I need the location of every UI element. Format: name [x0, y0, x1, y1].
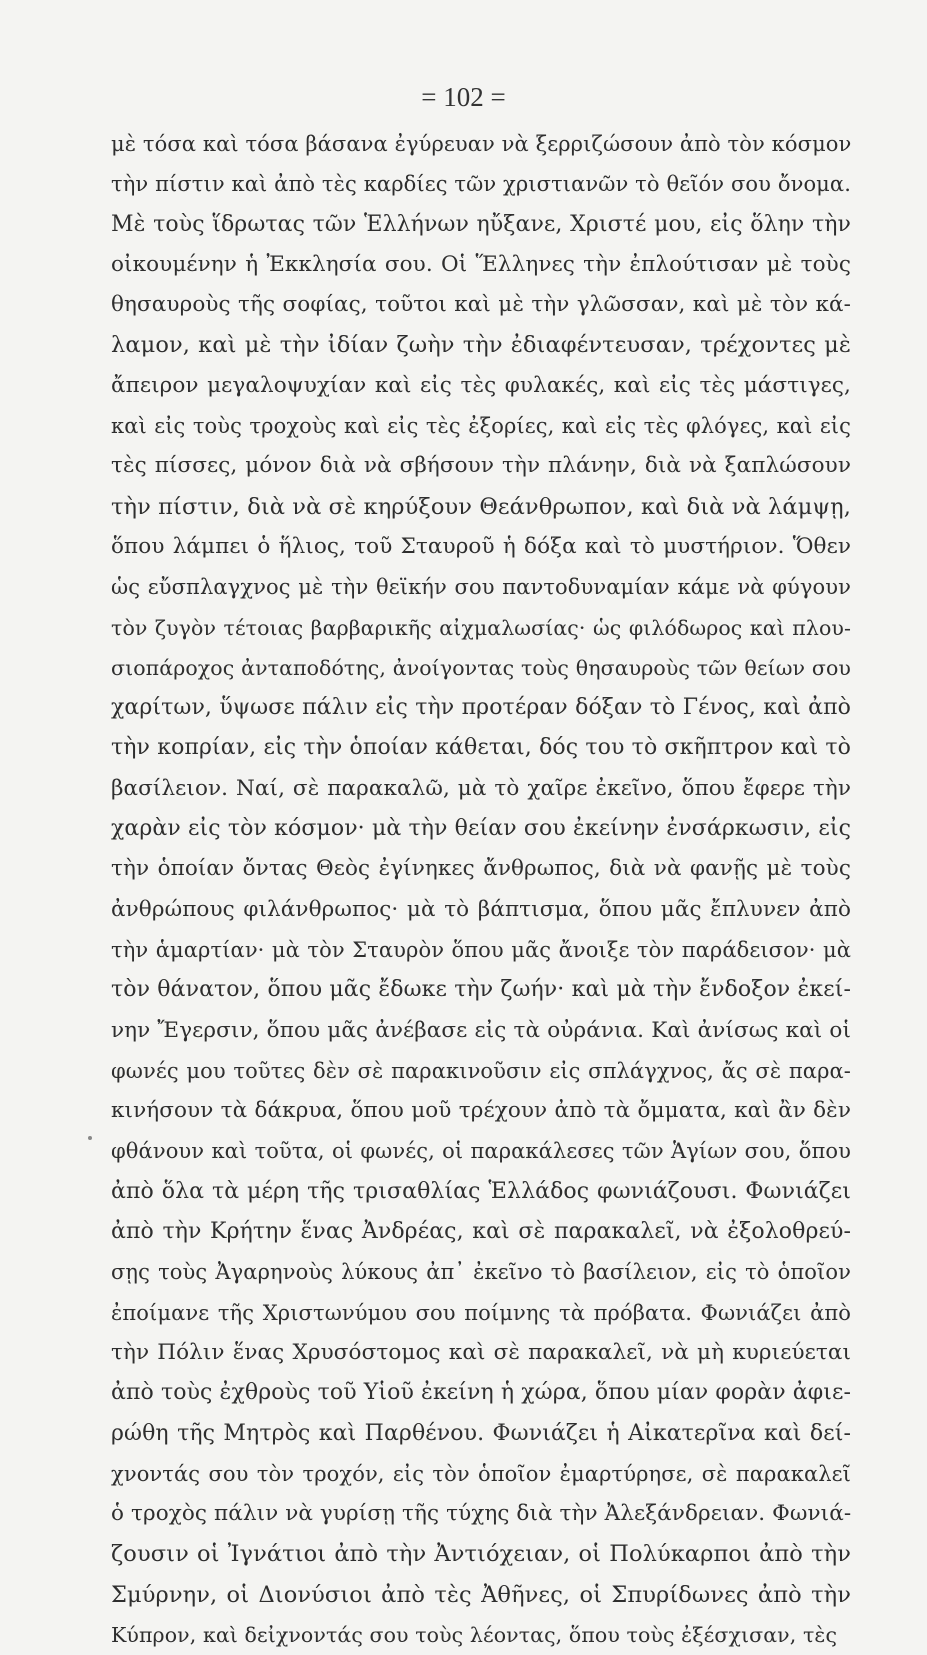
text-line: ἀπὸ ὅλα τὰ μέρη τῆς τρισαθλίας Ἑλλάδος φωνιάζουσι. Φωνιάζει: [111, 1178, 851, 1204]
text-line: ἀπὸ τὴν Κρήτην ἕνας Ἀνδρέας, καὶ σὲ παρακαλεῖ, νὰ ἐξολοθρεύ-: [111, 1219, 851, 1245]
text-line: ρώθη τῆς Μητρὸς καὶ Παρθένου. Φωνιάζει ἡ Αἰκατερῖνα καὶ δεί-: [111, 1420, 851, 1446]
text-line: σῃς τοὺς Ἀγαρηνοὺς λύκους ἀπ᾽ ἐκεῖνο τὸ βασίλειον, εἰς τὸ ὁποῖον: [111, 1260, 851, 1285]
text-line: ζουσιν οἱ Ἰγνάτιοι ἀπὸ τὴν Ἀντιόχειαν, οἱ Πολύκαρποι ἀπὸ τὴν: [111, 1541, 851, 1568]
text-line: χαρίτων, ὕψωσε πάλιν εἰς τὴν προτέραν δόξαν τὸ Γένος, καὶ ἀπὸ: [111, 695, 851, 721]
text-line: ἐποίμανε τῆς Χριστωνύμου σου ποίμνης τὰ πρόβατα. Φωνιάζει ἀπὸ: [111, 1300, 851, 1325]
text-line: Κύπρον, καὶ δεἰχνοντάς σου τοὺς λέοντας, ὅπου τοὺς ἐξέσχισαν, τὲς: [111, 1622, 838, 1647]
text-line: τὴν Πόλιν ἕνας Χρυσόστομος καὶ σὲ παρακαλεῖ, νὰ μὴ κυριεύεται: [111, 1339, 851, 1365]
text-line: καὶ εἰς τοὺς τροχοὺς καὶ εἰς τὲς ἐξορίες, καὶ εἰς τὲς φλόγες, καὶ εἰς: [111, 414, 851, 439]
text-line: τὲς πίσσες, μόνον διὰ νὰ σβήσουν τὴν πλάνην, διὰ νὰ ξαπλώσουν: [111, 453, 851, 479]
text-line: κινήσουν τὰ δάκρυα, ὅπου μοῦ τρέχουν ἀπὸ τὰ ὄμματα, καὶ ἂν δὲν: [111, 1098, 851, 1124]
text-line: βασίλειον. Ναί, σὲ παρακαλῶ, μὰ τὸ χαῖρε ἐκεῖνο, ὅπου ἔφερε τὴν: [111, 775, 851, 801]
text-line: Σμύρνην, οἱ Διονύσιοι ἀπὸ τὲς Ἀθῆνες, οἱ Σπυρίδωνες ἀπὸ τὴν: [111, 1581, 851, 1608]
text-line: φωνές μου τοῦτες δὲν σὲ παρακινοῦσιν εἰς σπλάγχνος, ἄς σὲ παρα-: [111, 1058, 851, 1083]
text-line: χνοντάς σου τὸν τροχόν, εἰς τὸν ὁποῖον ἐμαρτύρησε, σὲ παρακαλεῖ: [111, 1461, 851, 1486]
text-line: τὴν ὁποίαν ὄντας Θεὸς ἐγίνηκες ἄνθρωπος, διὰ νὰ φανῇς μὲ τοὺς: [111, 856, 851, 882]
text-line: νην Ἔγερσιν, ὅπου μᾶς ἀνέβασε εἰς τὰ οὐράνια. Καὶ ἀνίσως καὶ οἱ: [111, 1017, 851, 1043]
text-line: φθάνουν καὶ τοῦτα, οἱ φωνές, οἱ παρακάλεσες τῶν Ἁγίων σου, ὅπου: [111, 1139, 851, 1164]
text-line: τὴν πίστιν καὶ ἀπὸ τὲς καρδίες τῶν χριστιανῶν τὸ θεῖόν σου ὄνομα.: [111, 172, 851, 197]
text-line: τὴν κοπρίαν, εἰς τὴν ὁποίαν κάθεται, δός του τὸ σκῆπτρον καὶ τὸ: [111, 735, 851, 761]
text-line: χαρὰν εἰς τὸν κόσμον· μὰ τὴν θείαν σου ἐκείνην ἐνσάρκωσιν, εἰς: [111, 816, 851, 842]
text-line: τὸν θάνατον, ὅπου μᾶς ἔδωκε τὴν ζωήν· καὶ μὰ τὴν ἔνδοξον ἐκεί-: [111, 977, 851, 1003]
text-line: ὅπου λάμπει ὁ ἥλιος, τοῦ Σταυροῦ ἡ δόξα καὶ τὸ μυστήριον. Ὅθεν: [111, 533, 851, 559]
text-line: ἄπειρον μεγαλοψυχίαν καὶ εἰς τὲς φυλακές, καὶ εἰς τὲς μάστιγες,: [111, 372, 851, 398]
text-line: μὲ τόσα καὶ τόσα βάσανα ἐγύρευαν νὰ ξερριζώσουν ἀπὸ τὸν κόσμον: [111, 132, 852, 156]
text-line: σιοπάροχος ἀνταποδότης, ἀνοίγοντας τοὺς θησαυροὺς τῶν θείων σου: [111, 655, 851, 680]
text-line: ὡς εὔσπλαγχνος μὲ τὴν θεϊκήν σου παντοδυναμίαν κάμε νὰ φύγουν: [111, 575, 851, 600]
text-line: Μὲ τοὺς ἵδρωτας τῶν Ἑλλήνων ηὔξανε, Χριστέ μου, εἰς ὅλην τὴν: [111, 211, 851, 237]
body-text: [111, 124, 851, 1655]
text-line: τὴν ἁμαρτίαν· μὰ τὸν Σταυρὸν ὅπου μᾶς ἄνοιξε τὸν παράδεισον· μὰ: [111, 937, 851, 962]
text-line: τὸν ζυγὸν τέτοιας βαρβαρικῆς αἰχμαλωσίας· ὡς φιλόδωρος καὶ πλου-: [111, 615, 851, 640]
text-line: ἀπὸ τοὺς ἐχθροὺς τοῦ Υἱοῦ ἐκείνη ἡ χώρα, ὅπου μίαν φορὰν ἀφιε-: [111, 1380, 851, 1406]
text-line: οἰκουμένην ἡ Ἐκκλησία σου. Οἱ Ἕλληνες τὴν ἐπλούτισαν μὲ τοὺς: [111, 251, 851, 277]
text-line: ὁ τροχὸς πάλιν νὰ γυρίσῃ τῆς τύχης διὰ τὴν Ἀλεξάνδρειαν. Φωνιά-: [111, 1501, 852, 1527]
text-line: ἀνθρώπους φιλάνθρωπος· μὰ τὸ βάπτισμα, ὅπου μᾶς ἔπλυνεν ἀπὸ: [111, 896, 851, 922]
text-line: τὴν πίστιν, διὰ νὰ σὲ κηρύξουν Θεάνθρωπον, καὶ διὰ νὰ λάμψῃ,: [111, 493, 851, 520]
page-number: = 102 =: [421, 82, 506, 112]
text-line: λαμον, καὶ μὲ τὴν ἰδίαν ζωὴν τὴν ἐδιαφέντευσαν, τρέχοντες μὲ: [111, 332, 851, 359]
text-line: θησαυροὺς τῆς σοφίας, τοῦτοι καὶ μὲ τὴν γλῶσσαν, καὶ μὲ τὸν κά-: [111, 292, 851, 318]
margin-dot: [88, 1136, 92, 1140]
